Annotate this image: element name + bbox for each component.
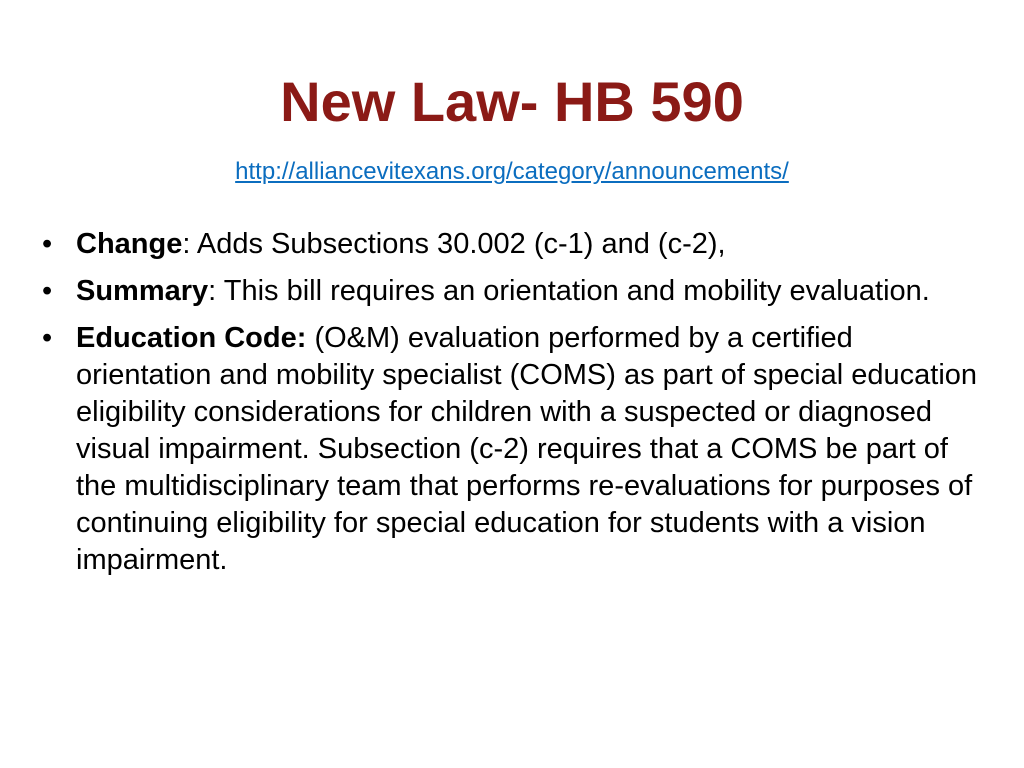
bullet-separator: : — [182, 228, 191, 260]
bullet-item-change — [42, 226, 992, 263]
slide-title: New Law- HB 590 — [280, 70, 744, 133]
bullet-text: Adds Subsections 30.002 (c-1) and (c-2), — [190, 228, 726, 260]
bullet-text: This bill requires an orientation and mobility evaluation. — [216, 275, 930, 307]
bullet-icon: • — [42, 228, 53, 260]
bullet-term: Education Code: — [76, 322, 307, 354]
bullet-term: Summary — [76, 275, 209, 307]
bullet-separator: : — [208, 275, 217, 307]
bullet-item-summary — [42, 273, 992, 310]
link-row — [0, 156, 1024, 188]
bullet-text: (O&M) evaluation performed by a certified orientation and mobility specialist (COMS) as part of special education eligibility considerations for children with a suspected or diagnosed visual impairment. Subsection (c-2) requires that a COMS be part of the multidisciplinary team that performs re-evaluations for purposes of continuing eligibility for special education for students with a vision impairment. — [76, 322, 978, 576]
bullet-list — [42, 226, 992, 589]
bullet-item-education-code — [42, 320, 992, 579]
announcements-link[interactable]: http://alliancevitexans.org/category/announcements/ — [235, 158, 789, 185]
bullet-term: Change — [76, 228, 183, 260]
bullet-icon: • — [42, 322, 53, 354]
bullet-icon: • — [42, 275, 53, 307]
